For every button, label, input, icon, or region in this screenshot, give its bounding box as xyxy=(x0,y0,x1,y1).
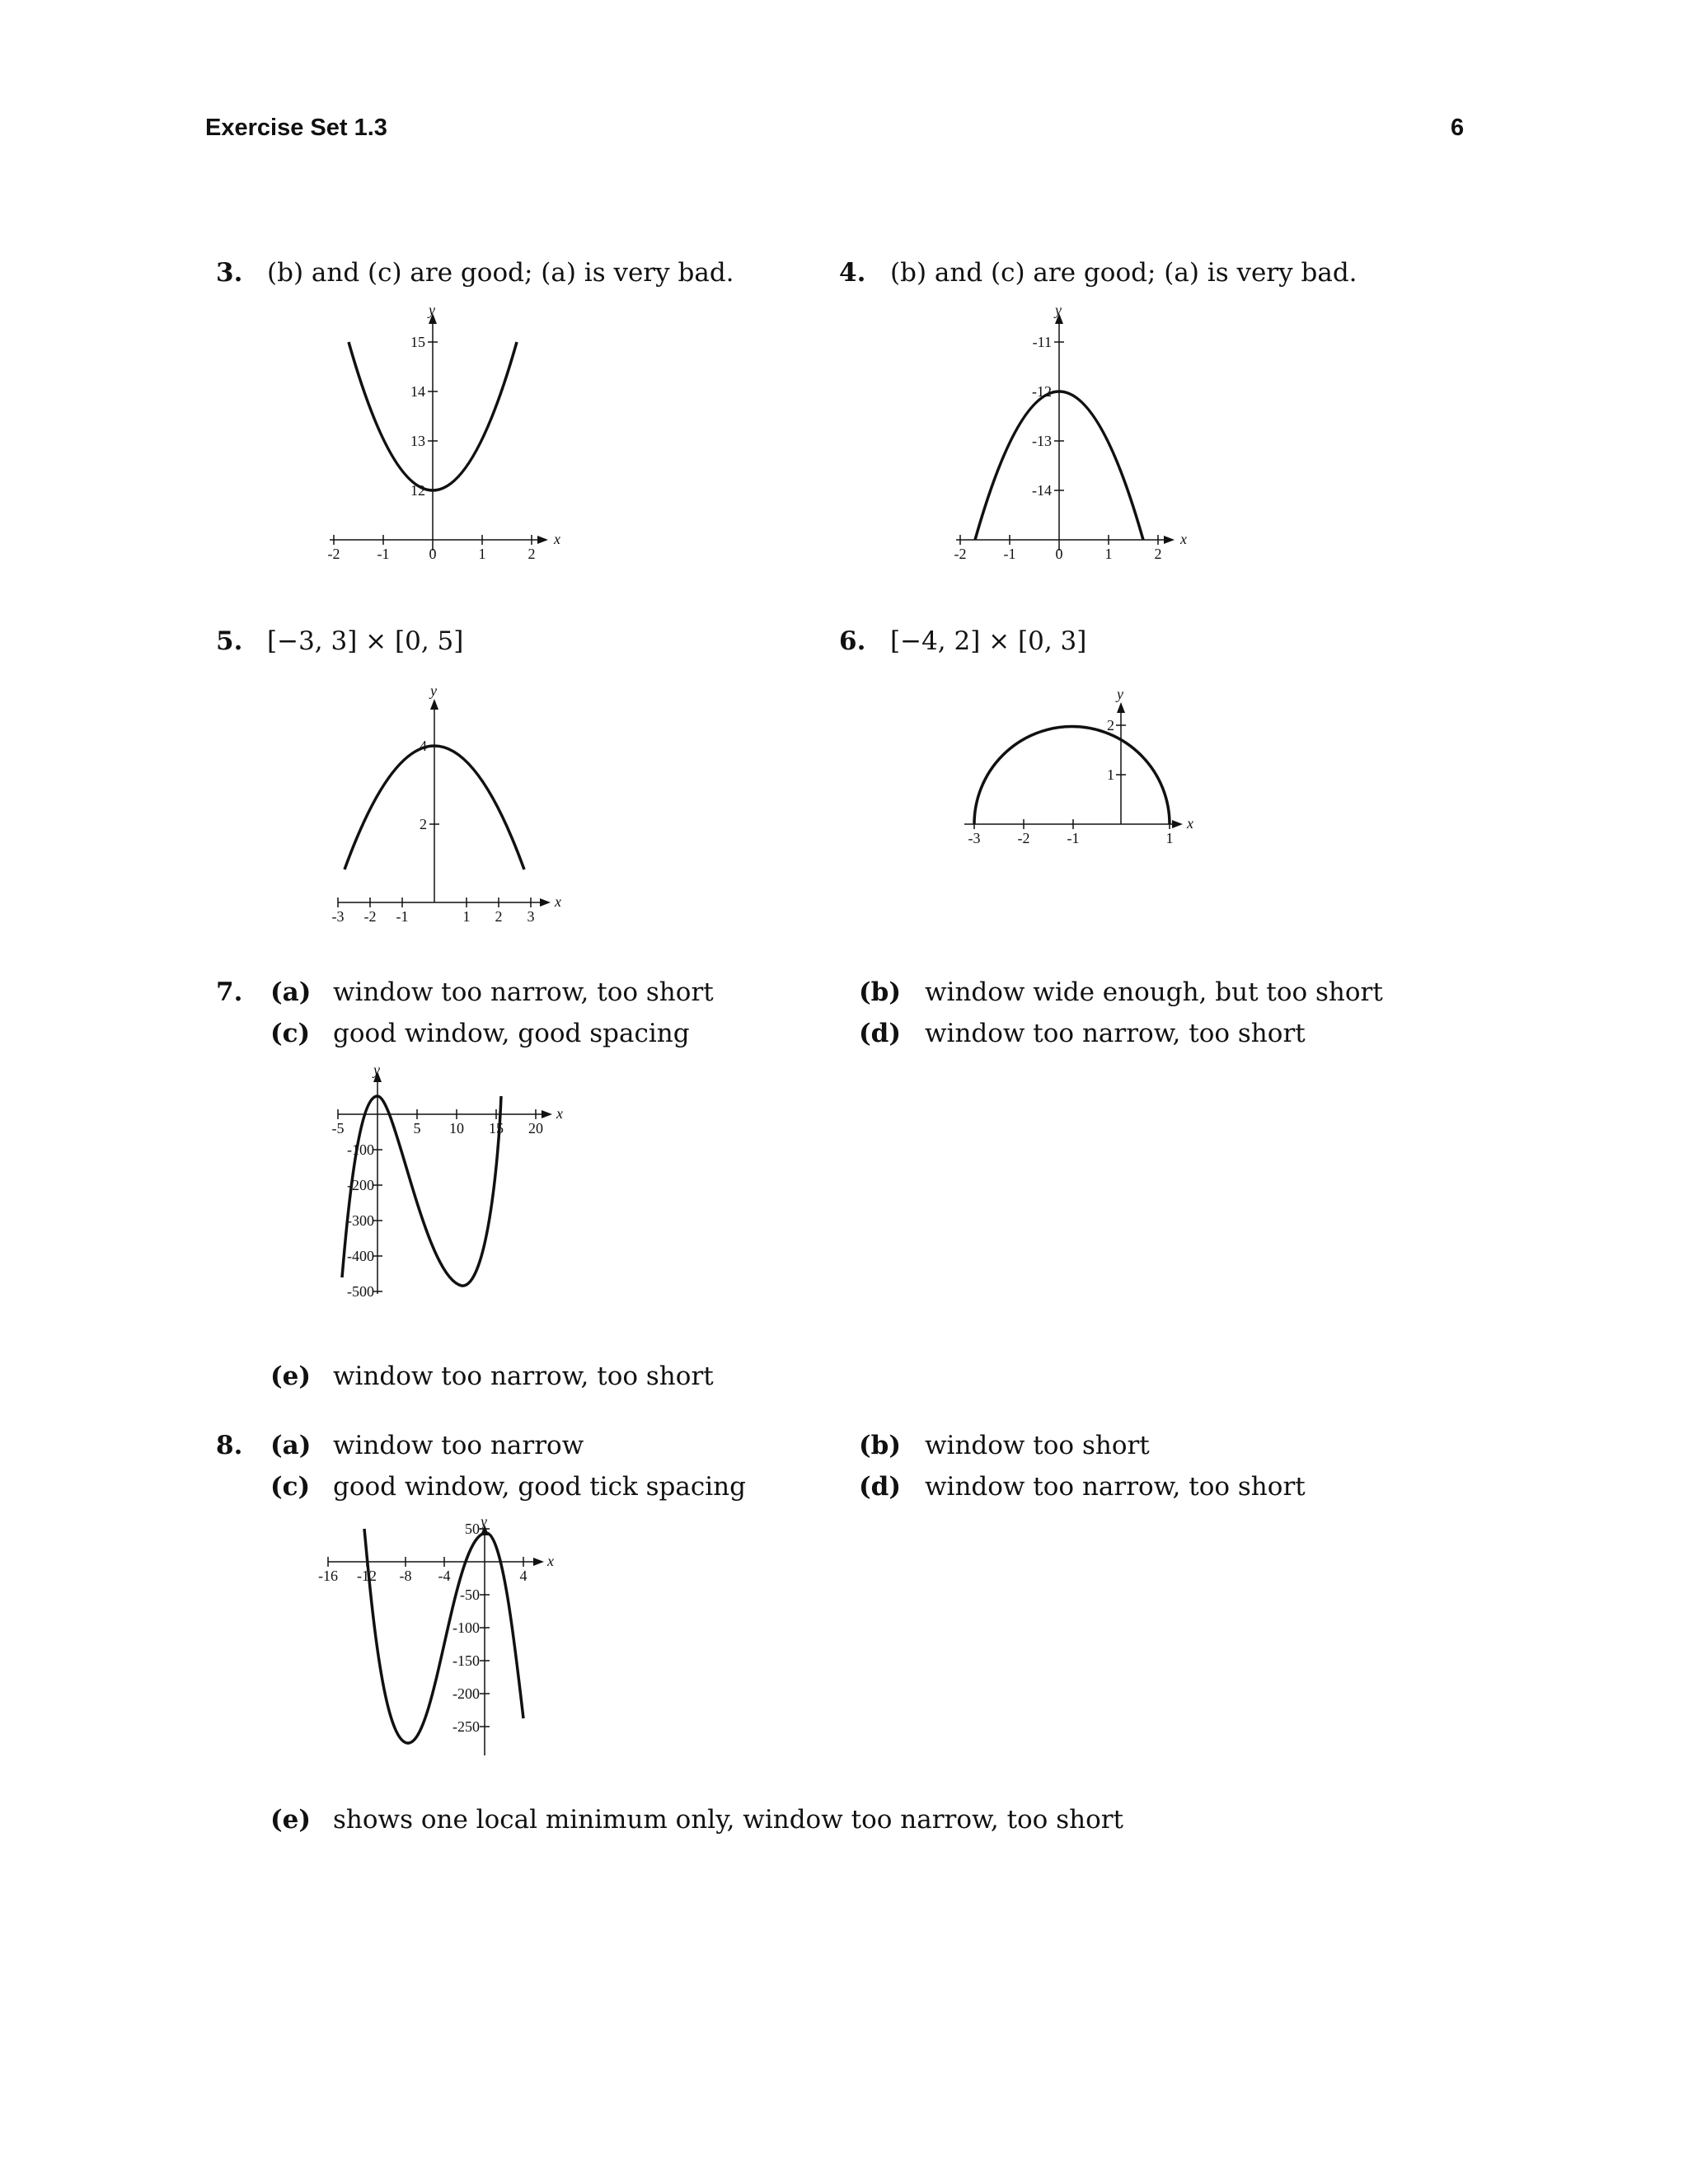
graph-3-y-tick-labels xyxy=(410,334,425,499)
graph-6-x-tick: 1 xyxy=(1165,830,1174,846)
problem-7e-label: (e) xyxy=(270,1361,312,1391)
graph-5-x-tick: -3 xyxy=(331,908,345,925)
graph-5-x-tick: -1 xyxy=(396,908,409,925)
graph-7c-y-tick: -300 xyxy=(347,1212,374,1229)
page-number: 6 xyxy=(1451,115,1465,141)
problem-7b-label: (b) xyxy=(859,977,902,1007)
problem-8e-label: (e) xyxy=(270,1805,312,1835)
problem-6-text: [−4, 2] × [0, 3] xyxy=(890,626,1087,656)
problem-8b-text: window too short xyxy=(925,1431,1150,1460)
graph-3-x-tick: 0 xyxy=(429,546,437,562)
graph-3-x-tick: 2 xyxy=(528,546,536,562)
graph-5-x-tick: 1 xyxy=(462,908,471,925)
graph-8c-y-label: y xyxy=(481,1513,487,1530)
graph-6-y-label: y xyxy=(1117,686,1123,702)
graph-6-y-tick: 2 xyxy=(1107,717,1114,733)
graph-5-y-label: y xyxy=(430,682,437,699)
problem-8d-text: window too narrow, too short xyxy=(925,1472,1306,1502)
graph-7c-x-tick: 20 xyxy=(528,1120,543,1137)
problem-5-number: 5. xyxy=(216,626,243,656)
graph-3-x-label: x xyxy=(554,531,560,547)
problem-4-number: 4. xyxy=(839,258,866,288)
problem-8e-text: shows one local minimum only, window too narrow, too short xyxy=(333,1805,1124,1835)
problem-3-number: 3. xyxy=(216,258,243,288)
graph-5-x-tick: 2 xyxy=(495,908,503,925)
graph-3-y-tick: 13 xyxy=(410,433,425,449)
problem-7d-label: (d) xyxy=(859,1019,902,1048)
graph-3 xyxy=(313,302,577,569)
graph-6-y-tick: 1 xyxy=(1107,766,1114,783)
graph-7c-y-tick: -400 xyxy=(347,1248,374,1264)
graph-5-y-tick: 2 xyxy=(420,816,427,832)
graph-3-y-tick: 12 xyxy=(410,482,425,499)
graph-5-x-tick: -2 xyxy=(363,908,377,925)
graph-7c-x-tick: 10 xyxy=(449,1120,464,1137)
graph-6-curve xyxy=(974,727,1170,824)
graph-8c-x-tick: -12 xyxy=(357,1568,377,1584)
problem-6-number: 6. xyxy=(839,626,866,656)
problem-7c-text: good window, good spacing xyxy=(333,1019,690,1048)
graph-8c-x-tick: -4 xyxy=(438,1568,451,1584)
graph-7c-y-label: y xyxy=(373,1062,380,1078)
graph-4-x-tick: 0 xyxy=(1055,546,1063,562)
problem-7e-text: window too narrow, too short xyxy=(333,1361,714,1391)
graph-8c-x-label: x xyxy=(547,1553,554,1569)
problem-8d-label: (d) xyxy=(859,1472,902,1502)
problem-8-number: 8. xyxy=(216,1431,243,1460)
graph-6 xyxy=(956,684,1220,865)
problem-8c-text: good window, good tick spacing xyxy=(333,1472,746,1502)
graph-7c xyxy=(305,1063,577,1327)
problem-7c-label: (c) xyxy=(270,1019,311,1048)
graph-3-x-tick: -2 xyxy=(327,546,340,562)
graph-5 xyxy=(321,684,585,931)
graph-4-y-tick: -14 xyxy=(1032,482,1052,499)
graph-4-x-tick: -2 xyxy=(954,546,967,562)
graph-4-x-tick: 2 xyxy=(1154,546,1162,562)
graph-7c-y-tick: -500 xyxy=(347,1283,374,1300)
graph-4-y-tick: -12 xyxy=(1032,383,1052,400)
graph-5-x-tick: 3 xyxy=(527,908,535,925)
graph-8c-y-tick: -50 xyxy=(460,1586,480,1603)
graph-8c-y-tick: 50 xyxy=(465,1521,480,1537)
graph-6-x-tick: -2 xyxy=(1017,830,1030,846)
graph-7c-x-label: x xyxy=(556,1105,563,1122)
graph-4-y-tick: -13 xyxy=(1032,433,1052,449)
problem-5-text: [−3, 3] × [0, 5] xyxy=(267,626,464,656)
problem-7a-label: (a) xyxy=(270,977,312,1007)
graph-7c-x-tick: 5 xyxy=(413,1120,421,1137)
graph-8c-y-tick: -250 xyxy=(452,1718,480,1735)
graph-8c-y-tick: -100 xyxy=(452,1619,480,1636)
page-title: Exercise Set 1.3 xyxy=(205,115,387,141)
graph-4-x-tick: -1 xyxy=(1003,546,1016,562)
graph-3-x-tick-labels xyxy=(328,546,536,562)
graph-3-y-label: y xyxy=(429,302,435,318)
graph-8c-y-tick: -200 xyxy=(452,1685,480,1702)
graph-3-y-tick: 14 xyxy=(410,383,425,400)
graph-8c xyxy=(305,1513,569,1772)
graph-7c-y-tick: -100 xyxy=(347,1141,374,1158)
graph-5-x-label: x xyxy=(555,893,561,910)
graph-3-x-arrow xyxy=(537,536,548,544)
problem-4-text: (b) and (c) are good; (a) is very bad. xyxy=(890,258,1357,288)
graph-3-y-tick: 15 xyxy=(410,334,425,350)
graph-3-x-tick: -1 xyxy=(377,546,390,562)
problem-8a-text: window too narrow xyxy=(333,1431,584,1460)
problem-3-text: (b) and (c) are good; (a) is very bad. xyxy=(267,258,734,288)
graph-7c-x-tick: 15 xyxy=(489,1120,504,1137)
graph-8c-x-tick: 4 xyxy=(519,1568,528,1584)
problem-7b-text: window wide enough, but too short xyxy=(925,977,1383,1007)
graph-8c-x-tick: -16 xyxy=(318,1568,338,1584)
graph-4-x-tick: 1 xyxy=(1104,546,1113,562)
problem-8a-label: (a) xyxy=(270,1431,312,1460)
graph-8c-y-tick: -150 xyxy=(452,1652,480,1669)
problem-7a-text: window too narrow, too short xyxy=(333,977,714,1007)
problem-8b-label: (b) xyxy=(859,1431,902,1460)
problem-7d-text: window too narrow, too short xyxy=(925,1019,1306,1048)
graph-4-y-label: y xyxy=(1055,302,1062,318)
graph-4-x-label: x xyxy=(1180,531,1187,547)
graph-6-x-label: x xyxy=(1187,815,1193,832)
graph-4-y-tick: -11 xyxy=(1032,334,1052,350)
graph-5-y-tick: 4 xyxy=(420,738,427,754)
graph-3-x-tick: 1 xyxy=(478,546,486,562)
graph-6-x-tick: -3 xyxy=(968,830,981,846)
problem-8c-label: (c) xyxy=(270,1472,311,1502)
graph-6-x-tick: -1 xyxy=(1067,830,1080,846)
graph-7c-y-tick: -200 xyxy=(347,1177,374,1193)
graph-7c-x-tick: -5 xyxy=(331,1120,345,1137)
graph-8c-x-tick: -8 xyxy=(399,1568,412,1584)
graph-4 xyxy=(940,302,1203,569)
problem-7-number: 7. xyxy=(216,977,243,1007)
